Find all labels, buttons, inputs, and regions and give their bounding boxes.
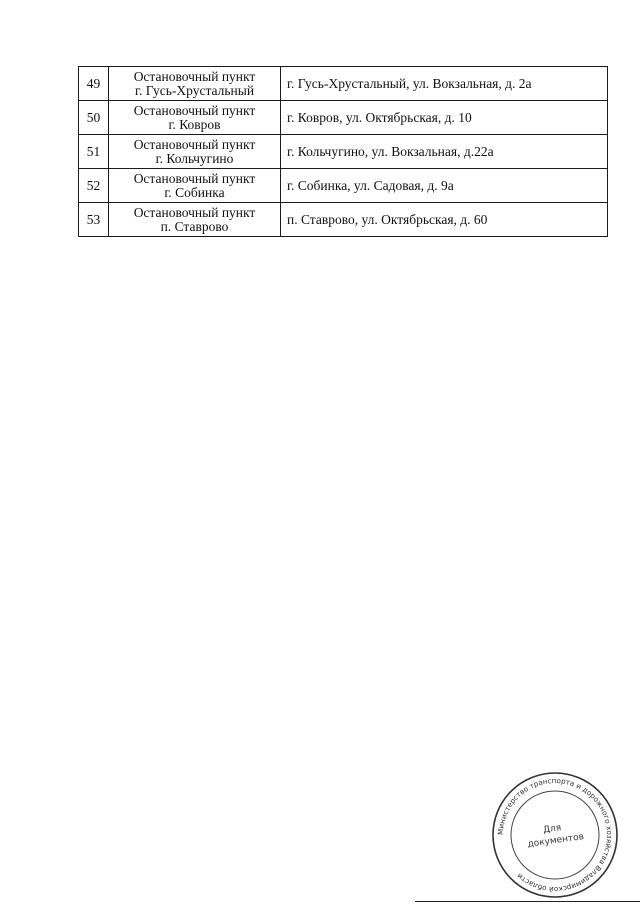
- stop-name-line1: Остановочный пункт: [133, 136, 256, 152]
- stop-name-line2: п. Ставрово: [160, 218, 229, 234]
- official-stamp: [490, 770, 620, 900]
- stop-name-line1: Остановочный пункт: [133, 102, 256, 118]
- stop-name-line1: Остановочный пункт: [133, 68, 256, 84]
- stop-name: [109, 135, 281, 169]
- table-row: [79, 67, 608, 101]
- table-row: [79, 135, 608, 169]
- row-number: 49: [79, 67, 109, 101]
- row-number: 52: [79, 169, 109, 203]
- bottom-rule: [415, 901, 640, 902]
- stamp-inner-ring: [511, 791, 599, 879]
- stop-address: г. Кольчугино, ул. Вокзальная, д.22а: [281, 135, 608, 169]
- row-number: 50: [79, 101, 109, 135]
- stop-name-line2: г. Собинка: [164, 184, 225, 200]
- stamp-ring-text: Министерство транспорта и дорожного хозяйства Владимирской области: [495, 775, 615, 895]
- table-row: [79, 169, 608, 203]
- row-number: 53: [79, 203, 109, 237]
- stop-name-line2: г. Кольчугино: [155, 150, 234, 166]
- stop-name: [109, 169, 281, 203]
- stop-name-line1: Остановочный пункт: [133, 170, 256, 186]
- stop-name: [109, 203, 281, 237]
- table-row: [79, 101, 608, 135]
- stop-name: [109, 67, 281, 101]
- stops-table: [78, 66, 608, 237]
- stop-address: г. Гусь-Хрустальный, ул. Вокзальная, д. 2а: [281, 67, 608, 101]
- stop-name-line1: Остановочный пункт: [133, 204, 256, 220]
- stop-address: п. Ставрово, ул. Октябрьская, д. 60: [281, 203, 608, 237]
- stamp-center-line2: документов: [527, 832, 585, 850]
- stamp-center-line1: Для: [542, 823, 562, 836]
- stop-name-line2: г. Гусь-Хрустальный: [134, 82, 255, 98]
- stop-name: [109, 101, 281, 135]
- stop-address: г. Собинка, ул. Садовая, д. 9а: [281, 169, 608, 203]
- row-number: 51: [79, 135, 109, 169]
- table-row: [79, 203, 608, 237]
- stop-address: г. Ковров, ул. Октябрьская, д. 10: [281, 101, 608, 135]
- stamp-outer-ring: [493, 773, 617, 897]
- stop-name-line2: г. Ковров: [168, 116, 221, 132]
